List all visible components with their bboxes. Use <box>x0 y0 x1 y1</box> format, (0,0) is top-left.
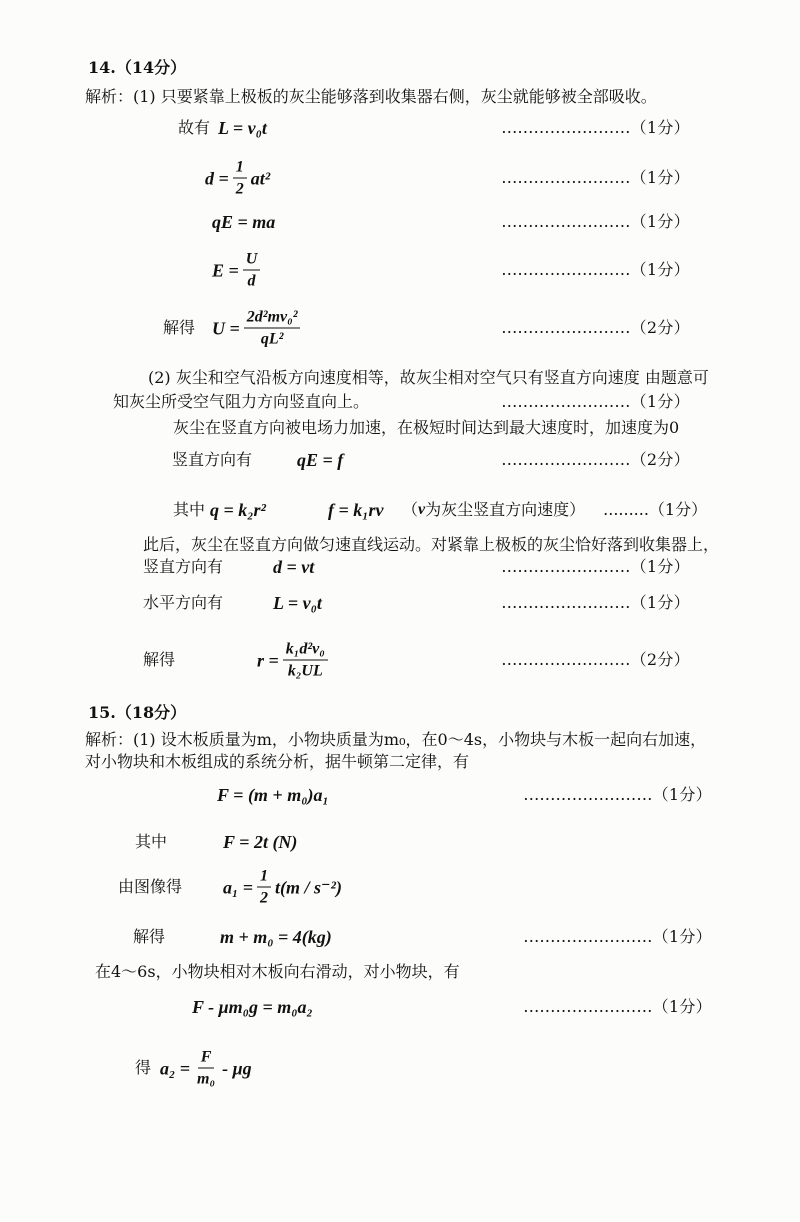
eq-label: 水平方向有 <box>143 593 224 612</box>
fraction <box>244 308 301 349</box>
formula-F-2t: F = 2t (N) <box>223 832 298 852</box>
formula-q-k2r2: q = k₂r² <box>210 500 266 520</box>
fraction-denominator: d <box>247 272 256 290</box>
formula-U-result <box>212 308 304 349</box>
fraction <box>233 158 247 199</box>
q15-intro-text-line1: 解析：(1) 设木板质量为m，小物块质量为m₀，在0～4s，小物块与木板一起向右加速， <box>85 730 707 749</box>
formula-d-half-at2 <box>205 158 270 199</box>
score-marker: ........................（1分） <box>501 168 690 187</box>
score-marker: ........................（2分） <box>501 318 690 337</box>
fraction <box>194 1048 218 1089</box>
fraction-denominator: m₀ <box>197 1070 216 1088</box>
q14-eq-qf-row <box>0 499 800 521</box>
q14-eq-f-row <box>0 449 800 471</box>
part2-text-line1: (2) 灰尘和空气沿板方向速度相等，故灰尘相对空气只有竖直方向速度 由题意可 <box>148 368 709 387</box>
score-marker: .........（1分） <box>603 500 708 519</box>
q14-eq-qE-row <box>0 211 800 233</box>
q14-part2-line1-row <box>0 367 800 389</box>
fraction-numerator: U <box>243 250 261 271</box>
q14-intro-row <box>0 86 800 108</box>
fraction-denominator: 2 <box>235 180 244 198</box>
fraction-numerator: 1 <box>233 158 247 179</box>
formula-rhs: at² <box>250 168 271 188</box>
eq-label: 其中 <box>173 500 206 519</box>
score-marker: ........................（1分） <box>501 557 690 576</box>
eq-label: 解得 <box>143 650 176 669</box>
eq-label: 得 <box>135 1058 152 1077</box>
formula-lhs: a₂ = <box>160 1058 191 1078</box>
eq-label: 竖直方向有 <box>172 450 253 469</box>
q14-part2-line4-row <box>0 534 800 556</box>
formula-lhs: a₁ = <box>223 877 254 897</box>
eq-label: 由图像得 <box>118 877 183 896</box>
score-marker: ........................（1分） <box>523 785 712 804</box>
fraction <box>283 640 328 681</box>
q15-eq-mass-row <box>0 926 800 948</box>
formula-a2 <box>160 1048 252 1089</box>
q15-4-6s-row <box>0 961 800 983</box>
formula-rhs: - μg <box>222 1058 252 1078</box>
note-variable: v <box>418 501 426 518</box>
variable-note <box>402 500 707 520</box>
fraction <box>257 867 271 908</box>
fraction-numerator: F <box>198 1048 215 1069</box>
q14-heading-row <box>0 57 800 79</box>
note-open-paren: （ <box>402 500 419 519</box>
q15-eq-a1-row <box>0 864 800 910</box>
eq-label: 解得 <box>133 927 166 946</box>
formula-friction: F - μm₀g = m₀a₂ <box>192 997 313 1017</box>
formula-qE-f: qE = f <box>297 450 344 470</box>
formula-lhs: E = <box>212 260 239 280</box>
eq-label: 竖直方向有 <box>143 557 224 576</box>
q15-eq-F2t-row <box>0 831 800 853</box>
q14-part2-line3-row <box>0 417 800 439</box>
fraction-numerator: k₁d²v₀ <box>283 640 328 661</box>
q15-text-4-6s: 在4～6s，小物块相对木板向右滑动，对小物块，有 <box>95 962 460 981</box>
eq-label: 其中 <box>135 832 168 851</box>
formula-f-k1rv: f = k₁rv <box>328 500 384 520</box>
eq-label: 故有 <box>178 118 211 137</box>
score-marker: ........................（1分） <box>501 593 690 612</box>
score-marker: ........................（1分） <box>501 260 690 279</box>
score-marker: ........................（1分） <box>501 118 690 137</box>
fraction-denominator: 2 <box>260 889 269 907</box>
formula-L-v0t: L = v₀t <box>218 118 267 138</box>
formula-rhs: t(m / s⁻²) <box>275 877 342 897</box>
formula-F-newton: F = (m + m₀)a₁ <box>217 785 329 805</box>
score-marker: ........................（1分） <box>523 997 712 1016</box>
score-marker: ........................（1分） <box>501 392 690 411</box>
score-marker: ........................（2分） <box>501 450 690 469</box>
score-marker: ........................（2分） <box>501 650 690 669</box>
q14-eq-L-row <box>0 117 800 139</box>
fraction <box>243 250 261 291</box>
fraction-denominator: qL² <box>260 330 284 348</box>
formula-d-vt: d = vt <box>273 557 315 577</box>
part2-text-line4: 此后，灰尘在竖直方向做匀速直线运动。对紧靠上极板的灰尘恰好落到收集器上， <box>143 535 720 554</box>
formula-lhs: r = <box>257 650 279 670</box>
q14-heading: 14.（14分） <box>88 58 187 77</box>
q14-eq-d-row <box>0 155 800 201</box>
score-marker: ........................（1分） <box>523 927 712 946</box>
q14-eq-U-row <box>0 305 800 351</box>
formula-qE-ma: qE = ma <box>212 212 276 232</box>
part2-text-line3: 灰尘在竖直方向被电场力加速，在极短时间达到最大速度时，加速度为0 <box>173 418 680 437</box>
formula-E-U-over-d <box>212 250 264 291</box>
q15-eq-a2-row <box>0 1045 800 1091</box>
formula-L-v0t: L = v₀t <box>273 593 322 613</box>
q14-eq-r-row <box>0 637 800 683</box>
note-text: 为灰尘竖直方向速度） <box>425 500 586 519</box>
q15-heading-row <box>0 702 800 724</box>
score-marker: ........................（1分） <box>501 212 690 231</box>
q15-intro-text-line2: 对小物块和木板组成的系统分析，据牛顿第二定律，有 <box>85 752 470 771</box>
q15-intro-line1-row <box>0 729 800 751</box>
q15-eq-F-row <box>0 784 800 806</box>
formula-r-result <box>257 640 332 681</box>
q14-eq-dvt-row <box>0 556 800 578</box>
fraction-numerator: 1 <box>257 867 271 888</box>
eq-label: 解得 <box>163 318 196 337</box>
fraction-numerator: 2d²mv₀² <box>244 308 301 329</box>
q15-heading: 15.（18分） <box>88 703 187 722</box>
formula-a1 <box>223 867 342 908</box>
q15-intro-line2-row <box>0 751 800 773</box>
q14-intro-text: 解析：(1) 只要紧靠上极板的灰尘能够落到收集器右侧，灰尘就能够被全部吸收。 <box>85 87 657 106</box>
formula-lhs: d = <box>205 168 229 188</box>
formula-lhs: U = <box>212 318 240 338</box>
q14-eq-E-row <box>0 247 800 293</box>
part2-text-line2: 知灰尘所受空气阻力方向竖直向上。 <box>113 392 370 411</box>
q15-eq-friction-row <box>0 996 800 1018</box>
q14-eq-Lv0t-row <box>0 592 800 614</box>
q14-part2-line2-row <box>0 391 800 413</box>
formula-total-mass: m + m₀ = 4(kg) <box>220 927 332 947</box>
fraction-denominator: k₂UL <box>287 662 323 680</box>
